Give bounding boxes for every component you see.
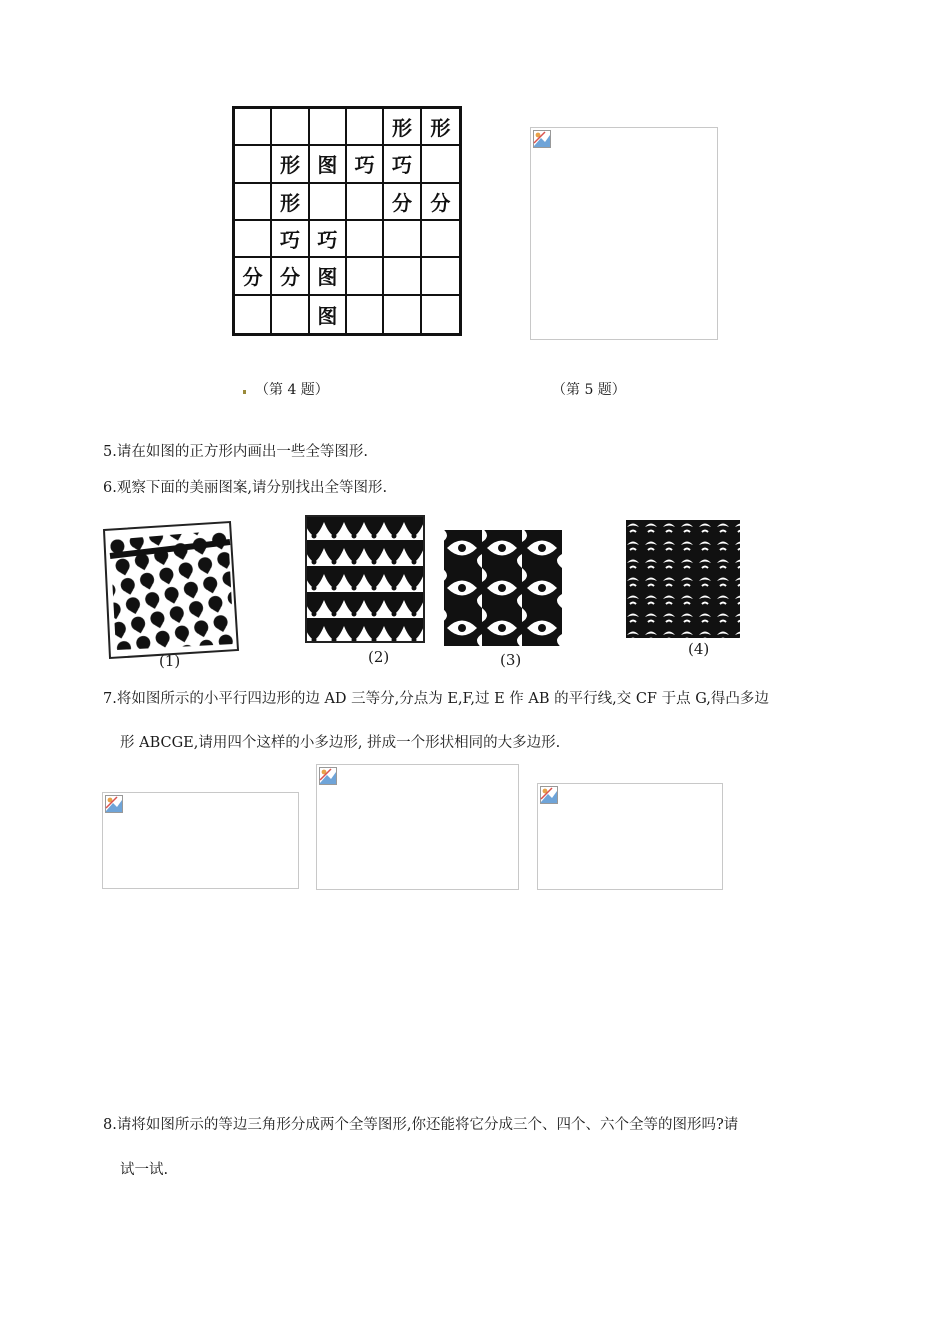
question-8-line-2: 试一试.: [120, 1162, 169, 1178]
grid-cell: [347, 258, 384, 295]
grid-cell: 形: [272, 146, 309, 183]
pattern-label-1: (1): [159, 652, 181, 670]
caption-q5: （第 5 题）: [552, 382, 626, 398]
broken-image-icon: [533, 130, 551, 148]
grid-cell: 巧: [310, 221, 347, 258]
q7-image-placeholder-2: [316, 764, 519, 890]
grid-cell: [272, 296, 309, 333]
grid-cell: [272, 109, 309, 146]
grid-cell: 形: [272, 184, 309, 221]
marker-dot: [243, 390, 246, 394]
grid-cell: [422, 221, 459, 258]
pattern-label-3: (3): [500, 651, 522, 669]
grid-cell: [422, 146, 459, 183]
question-7-line-2: 形 ABCGE,请用四个这样的小多边形, 拼成一个形状相同的大多边形.: [120, 735, 561, 751]
q7-image-placeholder-3: [537, 783, 723, 890]
grid-cell: 分: [422, 184, 459, 221]
pattern-image-3: [442, 528, 564, 648]
grid-cell: [235, 109, 272, 146]
pattern-image-2: [304, 514, 426, 644]
pattern-label-2: (2): [368, 648, 390, 666]
grid-cell: [422, 296, 459, 333]
grid-cell: [347, 109, 384, 146]
grid-cell: 图: [310, 296, 347, 333]
q7-image-placeholder-1: [102, 792, 299, 889]
grid-cell: 图: [310, 258, 347, 295]
caption-q4: （第 4 题）: [255, 382, 329, 398]
grid-cell: [384, 258, 421, 295]
grid-cell: 巧: [272, 221, 309, 258]
grid-cell: [347, 221, 384, 258]
grid-cell: [310, 109, 347, 146]
grid-cell: 巧: [347, 146, 384, 183]
grid-cell: 图: [310, 146, 347, 183]
question-5: 5.请在如图的正方形内画出一些全等图形.: [103, 444, 368, 460]
grid-cell: [235, 296, 272, 333]
grid-cell: 巧: [384, 146, 421, 183]
broken-image-icon: [105, 795, 123, 813]
grid-cell: [384, 221, 421, 258]
question-8-line-1: 8.请将如图所示的等边三角形分成两个全等图形,你还能将它分成三个、四个、六个全等的图形吗?请: [103, 1117, 739, 1133]
grid-cell: [347, 184, 384, 221]
question-7-line-1: 7.将如图所示的小平行四边形的边 AD 三等分,分点为 E,F,过 E 作 AB 的平行线,交 CF 于点 G,得凸多边: [103, 691, 769, 707]
grid-cell: [347, 296, 384, 333]
grid-cell: [235, 146, 272, 183]
grid-cell: [235, 221, 272, 258]
grid-cell: 形: [384, 109, 421, 146]
grid-cell: 形: [422, 109, 459, 146]
grid-cell: 分: [235, 258, 272, 295]
word-grid: [232, 106, 462, 336]
grid-cell: [422, 258, 459, 295]
grid-cell: [310, 184, 347, 221]
grid-cell: 分: [272, 258, 309, 295]
grid-cell: [235, 184, 272, 221]
question-6: 6.观察下面的美丽图案,请分别找出全等图形.: [103, 480, 388, 496]
pattern-image-4: [624, 518, 742, 640]
broken-image-icon: [540, 786, 558, 804]
pattern-image-1: [100, 520, 242, 668]
pattern-label-4: (4): [688, 640, 710, 658]
grid-cell: [384, 296, 421, 333]
grid-cell: 分: [384, 184, 421, 221]
broken-image-icon: [319, 767, 337, 785]
q5-image-placeholder: [530, 127, 718, 340]
